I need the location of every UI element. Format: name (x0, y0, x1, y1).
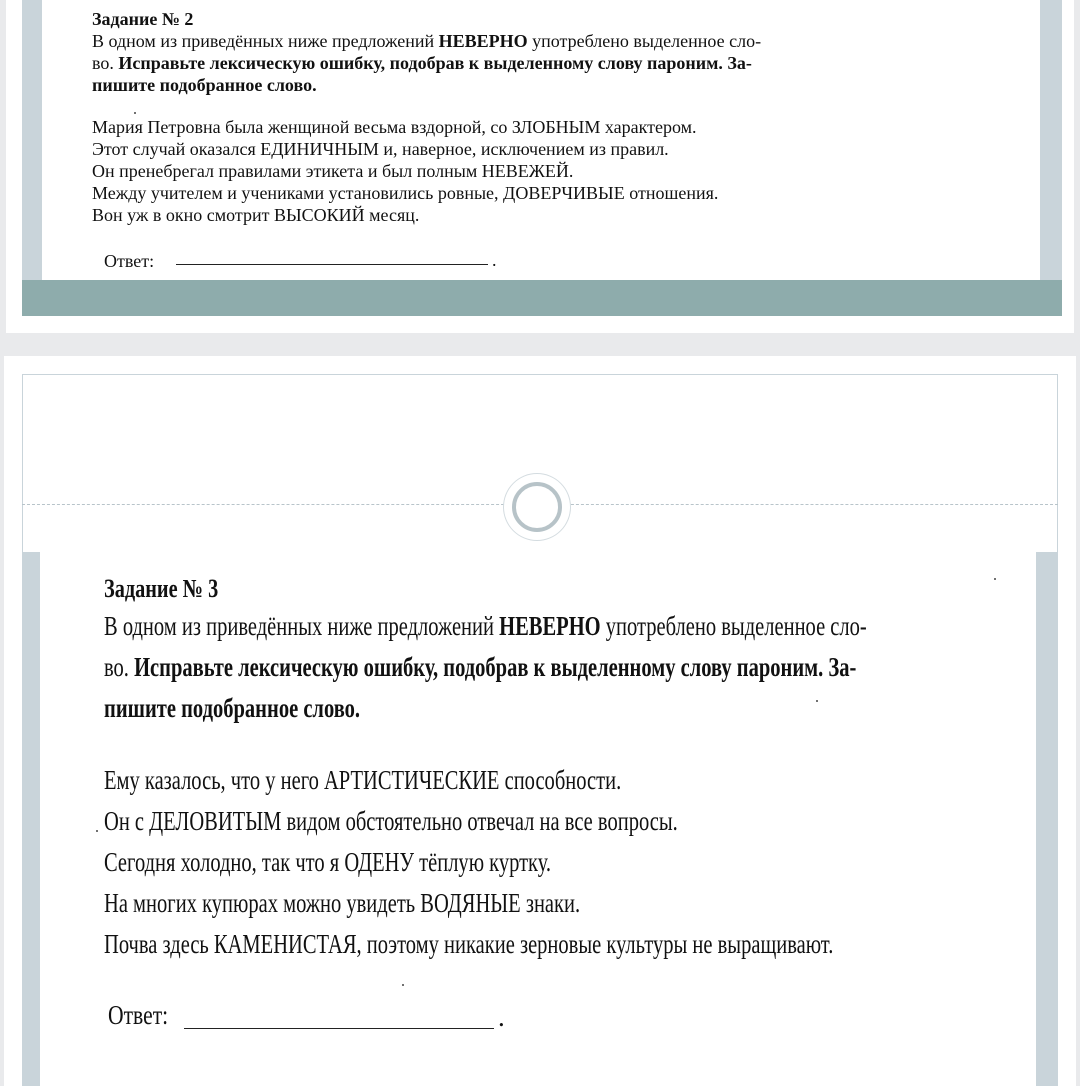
task-2-sentences (92, 116, 1002, 226)
instruction-line: В одном из приведённых ниже предложений НЕВЕРНО употреблено выделенное сло- (104, 611, 867, 641)
sentence: Вон уж в окно смотрит ВЫСОКИЙ месяц. (92, 205, 420, 225)
task-3-sentences (104, 760, 1008, 965)
task-2-answer-label: Ответ: (104, 251, 155, 271)
task-2-instruction (92, 30, 1002, 96)
slide-circle-icon (504, 474, 570, 540)
instruction-line: во. Исправьте лексическую ошибку, подобрав к выделенному слову пароним. За- (104, 652, 857, 682)
instruction-line: во. Исправьте лексическую ошибку, подобрав к выделенному слову пароним. За- (92, 53, 752, 73)
task-3-answer-end: . (498, 1002, 505, 1032)
speck (816, 700, 818, 702)
sentence: Сегодня холодно, так что я ОДЕНУ тёплую куртку. (104, 847, 552, 877)
sentence: Он пренебрегал правилами этикета и был полным НЕВЕЖЕЙ. (92, 161, 574, 181)
instruction-line: пишите подобранное слово. (104, 693, 361, 723)
task-3-answer-field[interactable] (184, 1028, 494, 1029)
instruction-line: пишите подобранное слово. (92, 75, 317, 95)
speck (994, 578, 996, 580)
sentence: Между учителем и учениками установились ровные, ДОВЕРЧИВЫЕ отношения. (92, 183, 719, 203)
sentence: Ему казалось, что у него АРТИСТИЧЕСКИЕ способности. (104, 765, 622, 795)
task-2-answer-field[interactable] (176, 264, 488, 265)
slide-footer-band (22, 280, 1062, 316)
task-2-title: Задание № 2 (92, 9, 194, 29)
task-3-answer-label: Ответ: (108, 1000, 169, 1030)
ring-icon (512, 482, 562, 532)
sentence: Почва здесь КАМЕНИСТАЯ, поэтому никакие зерновые культуры не выращивают. (104, 929, 834, 959)
sentence: Этот случай оказался ЕДИНИЧНЫМ и, наверное, исключением из правил. (92, 139, 669, 159)
task-3-title: Задание № 3 (104, 574, 219, 603)
instruction-line: В одном из приведённых ниже предложений НЕВЕРНО употреблено выделенное сло- (92, 31, 762, 51)
speck (96, 830, 98, 832)
speck (402, 984, 404, 986)
sentence: Мария Петровна была женщиной весьма вздорной, со ЗЛОБНЫМ характером. (92, 117, 697, 137)
task-2-answer-end: . (492, 250, 497, 270)
sentence: На многих купюрах можно увидеть ВОДЯНЫЕ знаки. (104, 888, 581, 918)
speck (134, 112, 136, 114)
sentence: Он с ДЕЛОВИТЫМ видом обстоятельно отвечал на все вопросы. (104, 806, 678, 836)
task-3-instruction (104, 606, 1008, 729)
